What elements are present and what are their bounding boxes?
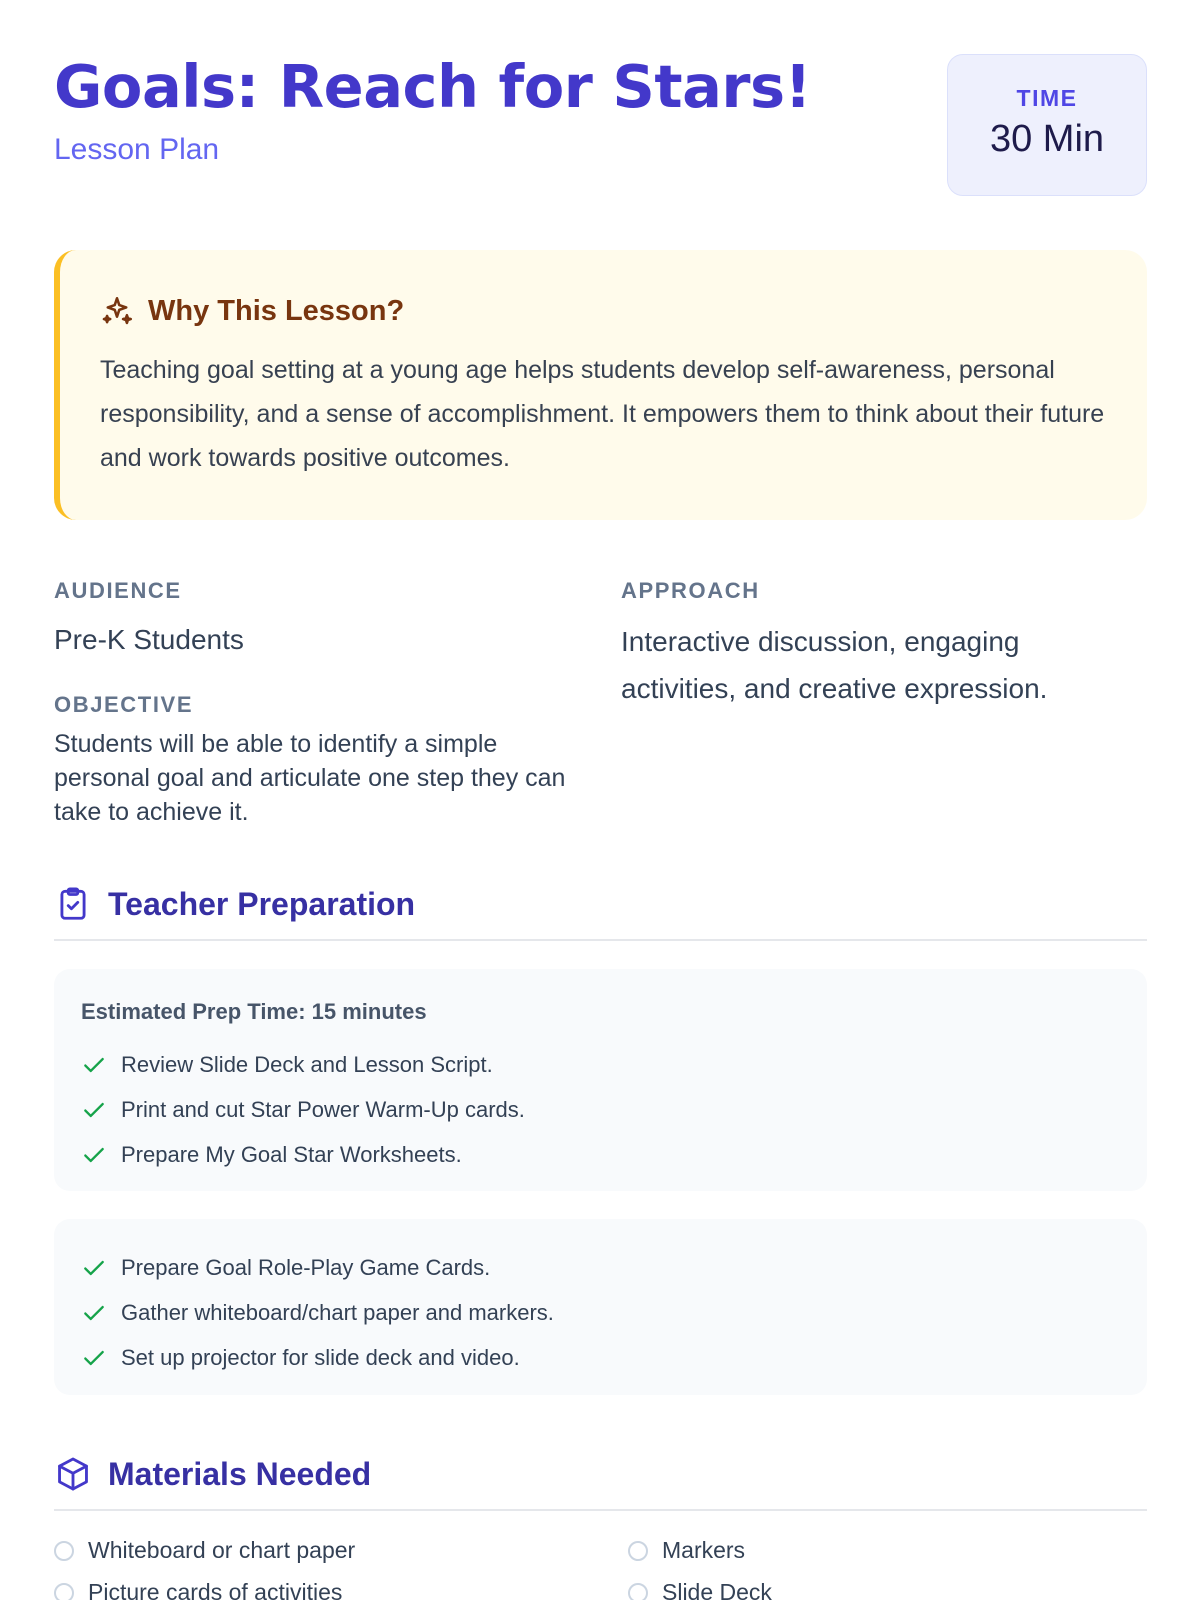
list-item-label: Set up projector for slide deck and video. — [121, 1344, 520, 1370]
list-item-label: Prepare Goal Role-Play Game Cards. — [121, 1254, 491, 1280]
check-icon — [81, 1345, 107, 1371]
list-item — [81, 1245, 554, 1290]
why-this-lesson-card — [54, 250, 1147, 520]
teacher-preparation-title: Teacher Preparation — [108, 886, 416, 922]
checkbox-circle-icon[interactable] — [54, 1583, 74, 1600]
details-right-column — [621, 578, 1141, 712]
list-item-label: Prepare My Goal Star Worksheets. — [121, 1141, 462, 1167]
list-item — [81, 1042, 525, 1087]
checkbox-circle-icon[interactable] — [628, 1583, 648, 1600]
teacher-preparation-header — [54, 885, 1147, 941]
material-item-label: Picture cards of activities — [88, 1579, 343, 1600]
page-subtitle: Lesson Plan — [54, 133, 220, 166]
approach-label: APPROACH — [621, 578, 760, 603]
time-badge — [947, 54, 1147, 196]
materials-needed-header — [54, 1455, 1147, 1511]
time-value: 30 Min — [989, 118, 1105, 160]
check-icon — [81, 1142, 107, 1168]
prep-checklist-card-1 — [54, 969, 1147, 1191]
objective-text: Students will be able to identify a simple personal goal and articulate one step they can take to achieve it. — [54, 730, 566, 826]
list-item-label: Review Slide Deck and Lesson Script. — [121, 1051, 493, 1077]
material-item-label: Markers — [662, 1537, 746, 1563]
details-left-column — [54, 578, 574, 826]
material-item-label: Whiteboard or chart paper — [88, 1537, 356, 1563]
list-item — [81, 1087, 525, 1132]
check-icon — [81, 1300, 107, 1326]
materials-needed-title: Materials Needed — [108, 1456, 372, 1492]
time-label: TIME — [1016, 85, 1078, 111]
check-icon — [81, 1097, 107, 1123]
prep-checklist-2 — [81, 1245, 554, 1380]
approach-value: Interactive discussion, engaging activities, and creative expression. — [621, 626, 1048, 704]
list-item — [81, 1335, 554, 1380]
sparkles-icon — [100, 294, 134, 328]
why-title: Why This Lesson? — [148, 294, 405, 327]
list-item — [81, 1290, 554, 1335]
lesson-plan-page — [54, 0, 1147, 1600]
check-icon — [81, 1052, 107, 1078]
material-item-label: Slide Deck — [662, 1579, 772, 1600]
check-icon — [81, 1255, 107, 1281]
clipboard-check-icon — [54, 885, 92, 923]
material-item[interactable] — [54, 1579, 342, 1600]
header — [54, 0, 1147, 230]
prep-time: Estimated Prep Time: 15 minutes — [81, 999, 427, 1024]
audience-label: AUDIENCE — [54, 578, 182, 603]
why-header — [100, 294, 404, 328]
list-item-label: Gather whiteboard/chart paper and markers. — [121, 1299, 554, 1325]
page-title: Goals: Reach for Stars! — [54, 52, 811, 121]
material-item[interactable] — [628, 1579, 772, 1600]
checkbox-circle-icon[interactable] — [54, 1541, 74, 1561]
prep-checklist-1 — [81, 1042, 525, 1177]
material-item[interactable] — [54, 1537, 355, 1564]
list-item-label: Print and cut Star Power Warm-Up cards. — [121, 1096, 525, 1122]
box-icon — [54, 1455, 92, 1493]
objective-label: OBJECTIVE — [54, 692, 194, 717]
material-item[interactable] — [628, 1537, 745, 1564]
audience-value: Pre-K Students — [54, 624, 244, 655]
checkbox-circle-icon[interactable] — [628, 1541, 648, 1561]
prep-checklist-card-2 — [54, 1219, 1147, 1395]
why-text: Teaching goal setting at a young age helps students develop self-awareness, personal responsibility, and a sense of accomplishment. It empowers them to think about their future and work towards positive outcomes. — [100, 356, 1105, 472]
list-item — [81, 1132, 525, 1177]
